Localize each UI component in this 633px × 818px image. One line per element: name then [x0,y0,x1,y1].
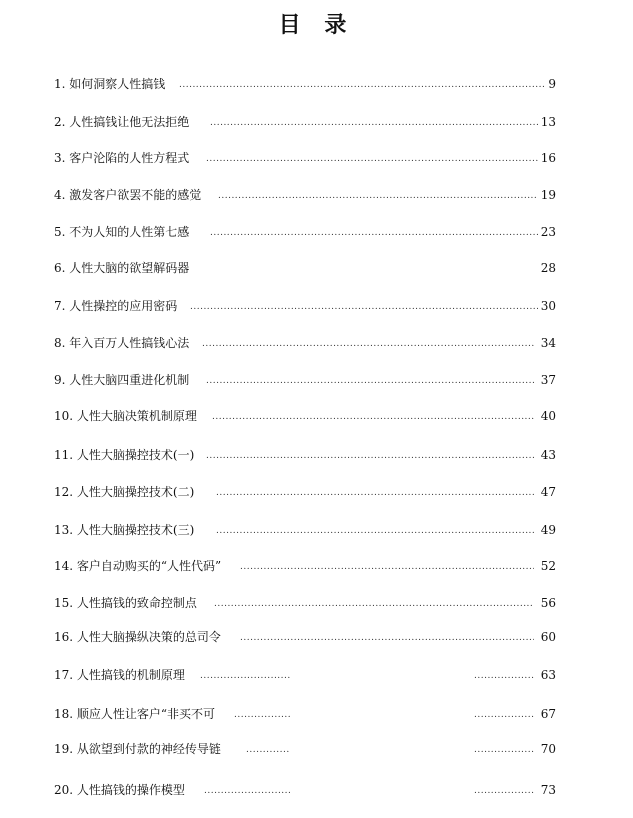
toc-entry-page: 28 [540,261,556,275]
toc-entry-page: 70 [540,742,556,756]
leader-dots [212,407,534,427]
toc-entry-4[interactable] [54,186,556,204]
page-title: 目 录 [278,12,355,38]
toc-entry-8[interactable] [54,334,556,352]
toc-entry-page: 23 [540,225,556,239]
leader-dots [210,223,538,243]
leader-dots [206,446,534,466]
toc-entry-page: 30 [540,299,556,313]
toc-entry-title: 18. 顺应人性让客户“非买不可 [54,707,216,721]
toc-entry-6[interactable] [54,259,556,277]
toc-entry-page: 47 [540,485,556,499]
leader-dots [246,740,290,760]
toc-entry-title: 4. 激发客户欲罢不能的感觉 [54,188,202,202]
leader-dots [204,781,290,801]
leader-dots [240,557,534,577]
toc-entry-title: 6. 人性大脑的欲望解码器 [54,261,190,275]
toc-entry-16[interactable] [54,628,556,646]
toc-entry-14[interactable] [54,557,556,575]
toc-entry-12[interactable] [54,483,556,501]
leader-dots [234,705,290,725]
toc-entry-title: 11. 人性大脑操控技术(一) [54,448,195,462]
toc-entry-15[interactable] [54,594,556,612]
toc-entry-page: 34 [540,336,556,350]
leader-dots [474,740,534,760]
leader-dots [200,666,290,686]
toc-entry-title: 10. 人性大脑决策机制原理 [54,409,197,423]
leader-dots [206,371,534,391]
toc-entry-20[interactable] [54,781,556,799]
toc-entry-7[interactable] [54,297,556,315]
toc-entry-title: 8. 年入百万人性搞钱心法 [54,336,190,350]
toc-entry-title: 17. 人性搞钱的机制原理 [54,668,185,682]
toc-entry-title: 3. 客户沦陷的人性方程式 [54,151,190,165]
toc-entry-13[interactable] [54,521,556,539]
toc-entry-title: 7. 人性操控的应用密码 [54,299,178,313]
toc-entry-title: 5. 不为人知的人性第七感 [54,225,190,239]
toc-entry-title: 16. 人性大脑操纵决策的总司令 [54,630,221,644]
leader-dots [179,75,546,95]
toc-entry-page: 63 [540,668,556,682]
toc-entry-page: 60 [540,630,556,644]
toc-entry-title: 15. 人性搞钱的致命控制点 [54,596,197,610]
leader-dots [240,628,534,648]
leader-dots [218,186,538,206]
toc-entry-page: 40 [540,409,556,423]
toc-entry-title: 12. 人性大脑操控技术(二) [54,485,195,499]
leader-dots [202,334,534,354]
toc-entry-title: 13. 人性大脑操控技术(三) [54,523,195,537]
toc-entry-page: 43 [540,448,556,462]
toc-entry-5[interactable] [54,223,556,241]
toc-entry-11[interactable] [54,446,556,464]
leader-dots [474,705,534,725]
toc-entry-page: 49 [540,523,556,537]
leader-dots [206,149,538,169]
toc-entry-title: 9. 人性大脑四重进化机制 [54,373,190,387]
toc-entry-page: 13 [540,115,556,129]
toc-entry-title: 19. 从欲望到付款的神经传导链 [54,742,221,756]
toc-entry-title: 14. 客户自动购买的“人性代码” [54,559,222,573]
leader-dots [474,781,534,801]
toc-entry-page: 9 [548,77,556,91]
leader-dots [474,666,534,686]
leader-dots [216,521,534,541]
toc-entry-page: 67 [540,707,556,721]
toc-entry-page: 16 [540,151,556,165]
toc-entry-2[interactable] [54,113,556,131]
toc-entry-page: 52 [540,559,556,573]
toc-entry-9[interactable] [54,371,556,389]
toc-entry-3[interactable] [54,149,556,167]
toc-entry-10[interactable] [54,407,556,425]
toc-entry-title: 1. 如何洞察人性搞钱 [54,77,166,91]
toc-entry-page: 56 [540,596,556,610]
toc-entry-18[interactable] [54,705,556,723]
leader-dots [214,594,534,614]
toc-entry-19[interactable] [54,740,556,758]
toc-entry-17[interactable] [54,666,556,684]
leader-dots [216,483,534,503]
leader-dots [190,297,538,317]
toc-entry-page: 37 [540,373,556,387]
toc-entry-title: 2. 人性搞钱让他无法拒绝 [54,115,190,129]
toc-entry-title: 20. 人性搞钱的操作模型 [54,783,185,797]
leader-dots [210,113,538,133]
toc-entry-1[interactable] [54,75,556,93]
toc-entry-page: 19 [540,188,556,202]
toc-entry-page: 73 [540,783,556,797]
